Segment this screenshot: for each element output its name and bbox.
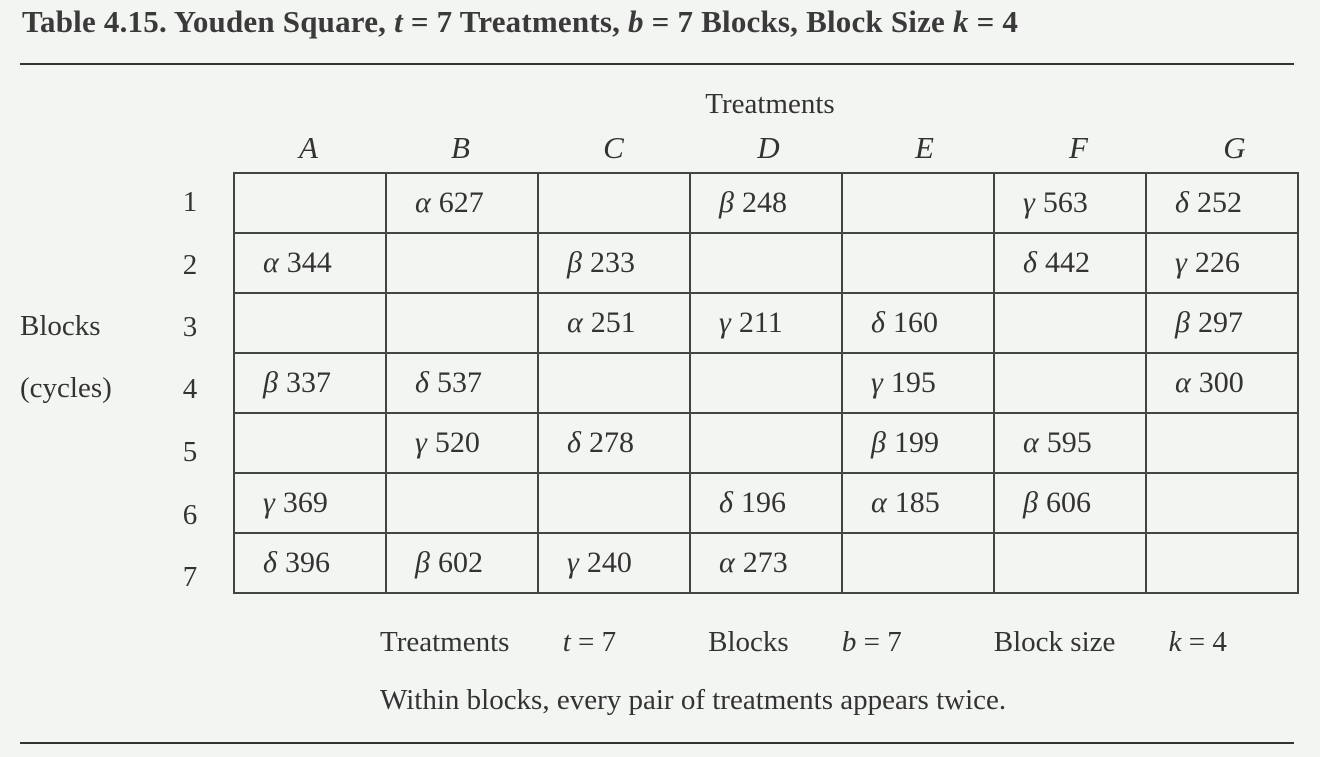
table-cell	[842, 533, 994, 593]
cell-value: 196	[740, 486, 786, 519]
table-cell	[690, 173, 842, 233]
table-cell	[386, 533, 538, 593]
table-cell	[1146, 173, 1298, 233]
table-row	[234, 233, 1298, 293]
table-cell	[1146, 353, 1298, 413]
greek-letter: δ	[263, 546, 277, 579]
table-cell	[234, 353, 386, 413]
table-row	[234, 533, 1298, 593]
table-cell	[842, 233, 994, 293]
table-cell	[234, 533, 386, 593]
cycles-label: (cycles)	[20, 372, 112, 404]
cell-value: 185	[894, 486, 940, 519]
table-cell	[386, 173, 538, 233]
column-header-f: F	[1069, 130, 1088, 165]
blocks-label: Blocks	[20, 310, 101, 342]
cell-value: 160	[892, 306, 938, 339]
greek-letter: β	[415, 546, 430, 579]
greek-letter: β	[1023, 486, 1038, 519]
greek-letter: δ	[567, 426, 581, 459]
cell-value: 442	[1044, 246, 1090, 279]
greek-letter: α	[1023, 426, 1039, 459]
table-cell	[842, 293, 994, 353]
table-cell	[842, 173, 994, 233]
table-cell	[994, 413, 1146, 473]
table-cell	[538, 293, 690, 353]
table-cell	[386, 293, 538, 353]
greek-letter: γ	[1023, 186, 1035, 219]
table-cell	[538, 413, 690, 473]
table-cell	[690, 293, 842, 353]
table-cell	[538, 173, 690, 233]
column-header-g: G	[1223, 130, 1246, 165]
table-cell	[690, 353, 842, 413]
column-header-c: C	[603, 130, 624, 165]
cell-value: 226	[1194, 246, 1240, 279]
top-rule	[20, 63, 1294, 65]
greek-letter: β	[263, 366, 278, 399]
table-cell	[538, 233, 690, 293]
greek-letter: δ	[719, 486, 733, 519]
table-cell	[234, 413, 386, 473]
greek-letter: β	[871, 426, 886, 459]
greek-letter: β	[1175, 306, 1190, 339]
footer-note: Within blocks, every pair of treatments appears twice.	[380, 684, 1007, 716]
cell-value: 199	[893, 426, 939, 459]
greek-letter: α	[415, 186, 431, 219]
table-cell	[842, 413, 994, 473]
greek-letter: α	[567, 306, 583, 339]
row-number-6: 6	[182, 499, 198, 531]
column-header-a: A	[299, 130, 318, 165]
cell-value: 278	[588, 426, 634, 459]
cell-value: 344	[286, 246, 332, 279]
table-cell	[234, 233, 386, 293]
cell-value: 300	[1198, 366, 1244, 399]
row-number-2: 2	[182, 249, 198, 281]
greek-letter: δ	[1175, 186, 1189, 219]
cell-value: 537	[436, 366, 482, 399]
table-cell	[1146, 413, 1298, 473]
table-cell	[386, 233, 538, 293]
table-cell	[538, 473, 690, 533]
cell-value: 396	[284, 546, 330, 579]
table-cell	[234, 173, 386, 233]
greek-letter: α	[263, 246, 279, 279]
table-row	[234, 413, 1298, 473]
table-cell	[538, 533, 690, 593]
column-header-b: B	[451, 130, 470, 165]
cell-value: 602	[437, 546, 483, 579]
greek-letter: β	[567, 246, 582, 279]
greek-letter: δ	[1023, 246, 1037, 279]
table-row	[234, 293, 1298, 353]
cell-value: 248	[741, 186, 787, 219]
block-size-param: Block size k = 4	[993, 626, 1227, 658]
table-cell	[690, 413, 842, 473]
table-row	[234, 473, 1298, 533]
cell-value: 233	[589, 246, 635, 279]
design-parameters	[380, 626, 1319, 659]
blocks-param: Blocks b = 7	[708, 626, 902, 658]
table-row	[234, 173, 1298, 233]
greek-letter: γ	[871, 366, 883, 399]
table-cell	[1146, 233, 1298, 293]
greek-letter: γ	[415, 426, 427, 459]
table-cell	[234, 473, 386, 533]
table-cell	[842, 353, 994, 413]
table-cell	[994, 353, 1146, 413]
greek-letter: γ	[567, 546, 579, 579]
table-title: Table 4.15. Youden Square, t = 7 Treatments, b = 7 Blocks, Block Size k = 4	[22, 4, 1019, 39]
table-cell	[994, 473, 1146, 533]
cell-value: 606	[1045, 486, 1091, 519]
bottom-rule	[20, 742, 1294, 744]
cell-value: 595	[1046, 426, 1092, 459]
cell-value: 211	[738, 306, 783, 339]
greek-letter: β	[719, 186, 734, 219]
column-header-d: D	[757, 130, 780, 165]
greek-letter: γ	[719, 306, 731, 339]
cell-value: 195	[890, 366, 936, 399]
table-cell	[1146, 293, 1298, 353]
greek-letter: δ	[415, 366, 429, 399]
cell-value: 369	[282, 486, 328, 519]
table-row	[234, 353, 1298, 413]
greek-letter: α	[719, 546, 735, 579]
column-header-e: E	[915, 130, 934, 165]
treatments-heading: Treatments	[705, 88, 835, 120]
table-cell	[994, 293, 1146, 353]
table-cell	[386, 473, 538, 533]
table-cell	[690, 233, 842, 293]
table-cell	[538, 353, 690, 413]
cell-value: 240	[586, 546, 632, 579]
cell-value: 251	[590, 306, 636, 339]
cell-value: 563	[1042, 186, 1088, 219]
cell-value: 520	[434, 426, 480, 459]
greek-letter: γ	[263, 486, 275, 519]
table-cell	[1146, 473, 1298, 533]
row-number-4: 4	[182, 373, 198, 405]
table-cell	[234, 293, 386, 353]
cell-value: 273	[742, 546, 788, 579]
row-number-1: 1	[182, 186, 198, 218]
cell-value: 252	[1196, 186, 1242, 219]
cell-value: 337	[285, 366, 331, 399]
greek-letter: γ	[1175, 246, 1187, 279]
treatments-param: Treatments t = 7	[380, 626, 617, 658]
table-cell	[690, 473, 842, 533]
row-number-5: 5	[182, 436, 198, 468]
greek-letter: δ	[871, 306, 885, 339]
table-cell	[994, 533, 1146, 593]
table-cell	[994, 173, 1146, 233]
greek-letter: α	[871, 486, 887, 519]
table-cell	[386, 413, 538, 473]
table-cell	[1146, 533, 1298, 593]
youden-square-table	[233, 172, 1299, 594]
cell-value: 627	[438, 186, 484, 219]
cell-value: 297	[1197, 306, 1243, 339]
table-cell	[690, 533, 842, 593]
table-cell	[386, 353, 538, 413]
greek-letter: α	[1175, 366, 1191, 399]
row-number-3: 3	[182, 311, 198, 343]
row-number-7: 7	[182, 561, 198, 593]
table-cell	[842, 473, 994, 533]
column-headers	[233, 130, 1291, 170]
table-cell	[994, 233, 1146, 293]
